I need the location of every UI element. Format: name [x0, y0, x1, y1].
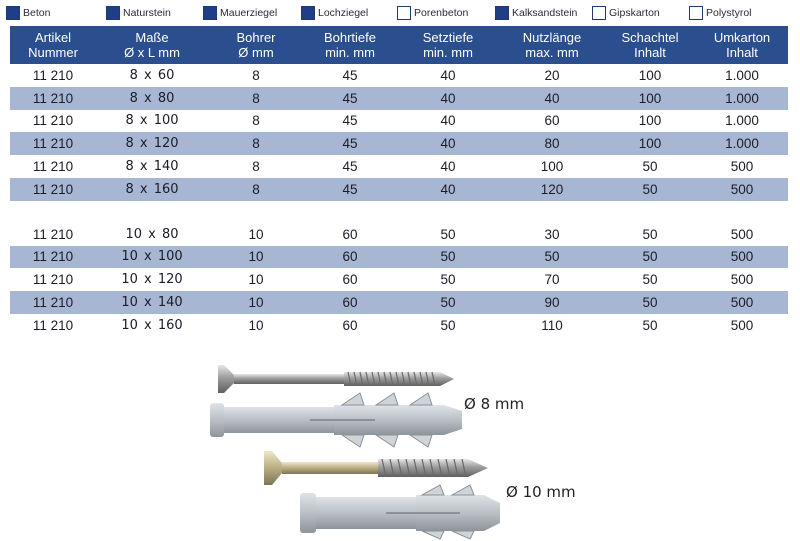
cell-umkarton-inhalt: 500	[730, 181, 754, 197]
header-bohrer: Bohrer Ø mm	[236, 30, 276, 60]
cell-schachtel-inhalt: 100	[638, 90, 662, 106]
cell-masse: 10 x 120	[121, 272, 183, 288]
plug-10mm-icon	[300, 485, 500, 539]
cell-umkarton-inhalt: 500	[730, 317, 754, 333]
legend-item-naturstein	[106, 5, 171, 21]
cell-masse: 10 x 160	[121, 317, 183, 333]
cell-masse: 8 x 100	[125, 113, 179, 129]
cell-umkarton-inhalt: 1.000	[725, 90, 759, 106]
cell-bohrtiefe: 45	[342, 90, 358, 106]
cell-bohrer: 8	[252, 113, 260, 129]
cell-nutzlaenge: 70	[544, 272, 560, 288]
material-legend	[6, 3, 796, 23]
cell-schachtel-inhalt: 100	[638, 113, 662, 129]
header-setztiefe: Setztiefe min. mm	[422, 30, 474, 60]
cell-setztiefe: 40	[440, 181, 456, 197]
table-row	[10, 246, 788, 269]
table-row	[10, 223, 788, 246]
cell-bohrer: 8	[252, 67, 260, 83]
cell-bohrtiefe: 45	[342, 181, 358, 197]
cell-artikel-nummer: 11 210	[32, 226, 74, 242]
cell-schachtel-inhalt: 100	[638, 67, 662, 83]
legend-item-polystyrol	[689, 5, 752, 21]
legend-label: Naturstein	[123, 7, 171, 19]
header-umkarton: Umkarton Inhalt	[713, 30, 771, 60]
cell-umkarton-inhalt: 1.000	[725, 136, 759, 152]
cell-artikel-nummer: 11 210	[32, 272, 74, 288]
cell-bohrtiefe: 60	[342, 272, 358, 288]
cell-nutzlaenge: 30	[544, 226, 560, 242]
cell-artikel-nummer: 11 210	[32, 249, 74, 265]
cell-bohrer: 8	[252, 90, 260, 106]
cell-setztiefe: 50	[440, 317, 456, 333]
cell-setztiefe: 40	[440, 67, 456, 83]
cell-masse: 10 x 100	[121, 249, 183, 265]
product-table	[10, 26, 788, 337]
table-row	[10, 110, 788, 133]
cell-bohrer: 8	[252, 136, 260, 152]
cell-umkarton-inhalt: 500	[730, 272, 754, 288]
header-schachtel: Schachtel Inhalt	[621, 30, 679, 60]
cell-bohrtiefe: 60	[342, 317, 358, 333]
cell-setztiefe: 40	[440, 159, 456, 175]
legend-item-beton	[6, 5, 50, 21]
product-image-area	[200, 355, 600, 541]
legend-item-kalksandstein	[495, 5, 577, 21]
cell-masse: 10 x 80	[125, 226, 179, 242]
cell-bohrtiefe: 45	[342, 67, 358, 83]
header-nutzlaenge: Nutzlänge max. mm	[522, 30, 582, 60]
cell-nutzlaenge: 80	[544, 136, 560, 152]
cell-bohrer: 8	[252, 159, 260, 175]
diameter-label-8mm: Ø 8 mm	[464, 395, 525, 413]
cell-umkarton-inhalt: 500	[730, 226, 754, 242]
cell-nutzlaenge: 90	[544, 295, 560, 311]
cell-umkarton-inhalt: 500	[730, 159, 754, 175]
empty-square-icon	[397, 6, 411, 20]
table-row	[10, 87, 788, 110]
cell-bohrer: 10	[248, 272, 264, 288]
cell-bohrer: 10	[248, 317, 264, 333]
empty-square-icon	[689, 6, 703, 20]
legend-label: Beton	[23, 7, 51, 19]
cell-schachtel-inhalt: 50	[642, 181, 658, 197]
cell-setztiefe: 50	[440, 295, 456, 311]
cell-bohrtiefe: 45	[342, 136, 358, 152]
cell-setztiefe: 40	[440, 113, 456, 129]
cell-masse: 8 x 80	[129, 90, 175, 106]
cell-setztiefe: 50	[440, 272, 456, 288]
cell-setztiefe: 40	[440, 90, 456, 106]
cell-umkarton-inhalt: 1.000	[725, 67, 759, 83]
table-row	[10, 291, 788, 314]
filled-square-icon	[106, 6, 120, 20]
header-artikel: Artikel Nummer	[28, 30, 78, 60]
legend-label: Lochziegel	[318, 7, 369, 19]
legend-label: Polystyrol	[706, 7, 752, 19]
cell-schachtel-inhalt: 50	[642, 159, 658, 175]
cell-setztiefe: 50	[440, 226, 456, 242]
legend-item-gipskarton	[592, 5, 660, 21]
legend-label: Mauerziegel	[220, 7, 278, 19]
cell-masse: 8 x 60	[129, 67, 175, 83]
cell-bohrer: 10	[248, 249, 264, 265]
cell-bohrtiefe: 60	[342, 226, 358, 242]
cell-artikel-nummer: 11 210	[32, 113, 74, 129]
cell-bohrtiefe: 60	[342, 249, 358, 265]
table-row	[10, 268, 788, 291]
legend-label: Gipskarton	[609, 7, 660, 19]
cell-nutzlaenge: 60	[544, 113, 560, 129]
cell-masse: 8 x 120	[125, 136, 179, 152]
cell-artikel-nummer: 11 210	[32, 136, 74, 152]
cell-setztiefe: 50	[440, 249, 456, 265]
cell-artikel-nummer: 11 210	[32, 67, 74, 83]
cell-nutzlaenge: 110	[541, 317, 563, 333]
cell-nutzlaenge: 40	[544, 90, 560, 106]
legend-item-porenbeton	[397, 5, 468, 21]
table-spacer	[10, 201, 788, 223]
legend-item-mauerziegel	[203, 5, 277, 21]
cell-umkarton-inhalt: 500	[730, 295, 754, 311]
cell-artikel-nummer: 11 210	[32, 317, 74, 333]
cell-artikel-nummer: 11 210	[32, 159, 74, 175]
cell-masse: 8 x 160	[125, 181, 179, 197]
header-masse: Maße Ø x L mm	[124, 30, 180, 60]
table-header	[10, 26, 788, 64]
cell-masse: 8 x 140	[125, 159, 179, 175]
cell-artikel-nummer: 11 210	[32, 90, 74, 106]
cell-schachtel-inhalt: 50	[642, 226, 658, 242]
cell-umkarton-inhalt: 1.000	[725, 113, 759, 129]
filled-square-icon	[495, 6, 509, 20]
plug-8mm-icon	[210, 393, 462, 447]
table-group-10mm	[10, 223, 788, 337]
filled-square-icon	[6, 6, 20, 20]
table-row	[10, 178, 788, 201]
cell-nutzlaenge: 120	[540, 181, 564, 197]
diameter-label-10mm: Ø 10 mm	[506, 483, 576, 501]
cell-schachtel-inhalt: 50	[642, 272, 658, 288]
cell-schachtel-inhalt: 50	[642, 317, 658, 333]
cell-masse: 10 x 140	[121, 295, 183, 311]
legend-label: Kalksandstein	[512, 7, 578, 19]
cell-bohrer: 10	[248, 295, 264, 311]
table-group-8mm	[10, 64, 788, 201]
table-row	[10, 132, 788, 155]
header-bohrtiefe: Bohrtiefe min. mm	[323, 30, 377, 60]
screw-8mm-icon	[218, 365, 454, 393]
cell-nutzlaenge: 100	[540, 159, 564, 175]
cell-schachtel-inhalt: 100	[638, 136, 662, 152]
cell-bohrtiefe: 45	[342, 159, 358, 175]
cell-schachtel-inhalt: 50	[642, 249, 658, 265]
cell-bohrer: 8	[252, 181, 260, 197]
table-row	[10, 155, 788, 178]
screw-10mm-icon	[264, 451, 488, 485]
filled-square-icon	[301, 6, 315, 20]
cell-bohrer: 10	[248, 226, 264, 242]
cell-artikel-nummer: 11 210	[32, 295, 74, 311]
legend-item-lochziegel	[301, 5, 368, 21]
legend-label: Porenbeton	[414, 7, 469, 19]
cell-artikel-nummer: 11 210	[32, 181, 74, 197]
cell-bohrtiefe: 45	[342, 113, 358, 129]
cell-setztiefe: 40	[440, 136, 456, 152]
cell-nutzlaenge: 20	[544, 67, 560, 83]
cell-nutzlaenge: 50	[544, 249, 560, 265]
table-row	[10, 314, 788, 337]
table-row	[10, 64, 788, 87]
cell-schachtel-inhalt: 50	[642, 295, 658, 311]
empty-square-icon	[592, 6, 606, 20]
cell-umkarton-inhalt: 500	[730, 249, 754, 265]
cell-bohrtiefe: 60	[342, 295, 358, 311]
anchor-illustration	[200, 355, 600, 541]
filled-square-icon	[203, 6, 217, 20]
